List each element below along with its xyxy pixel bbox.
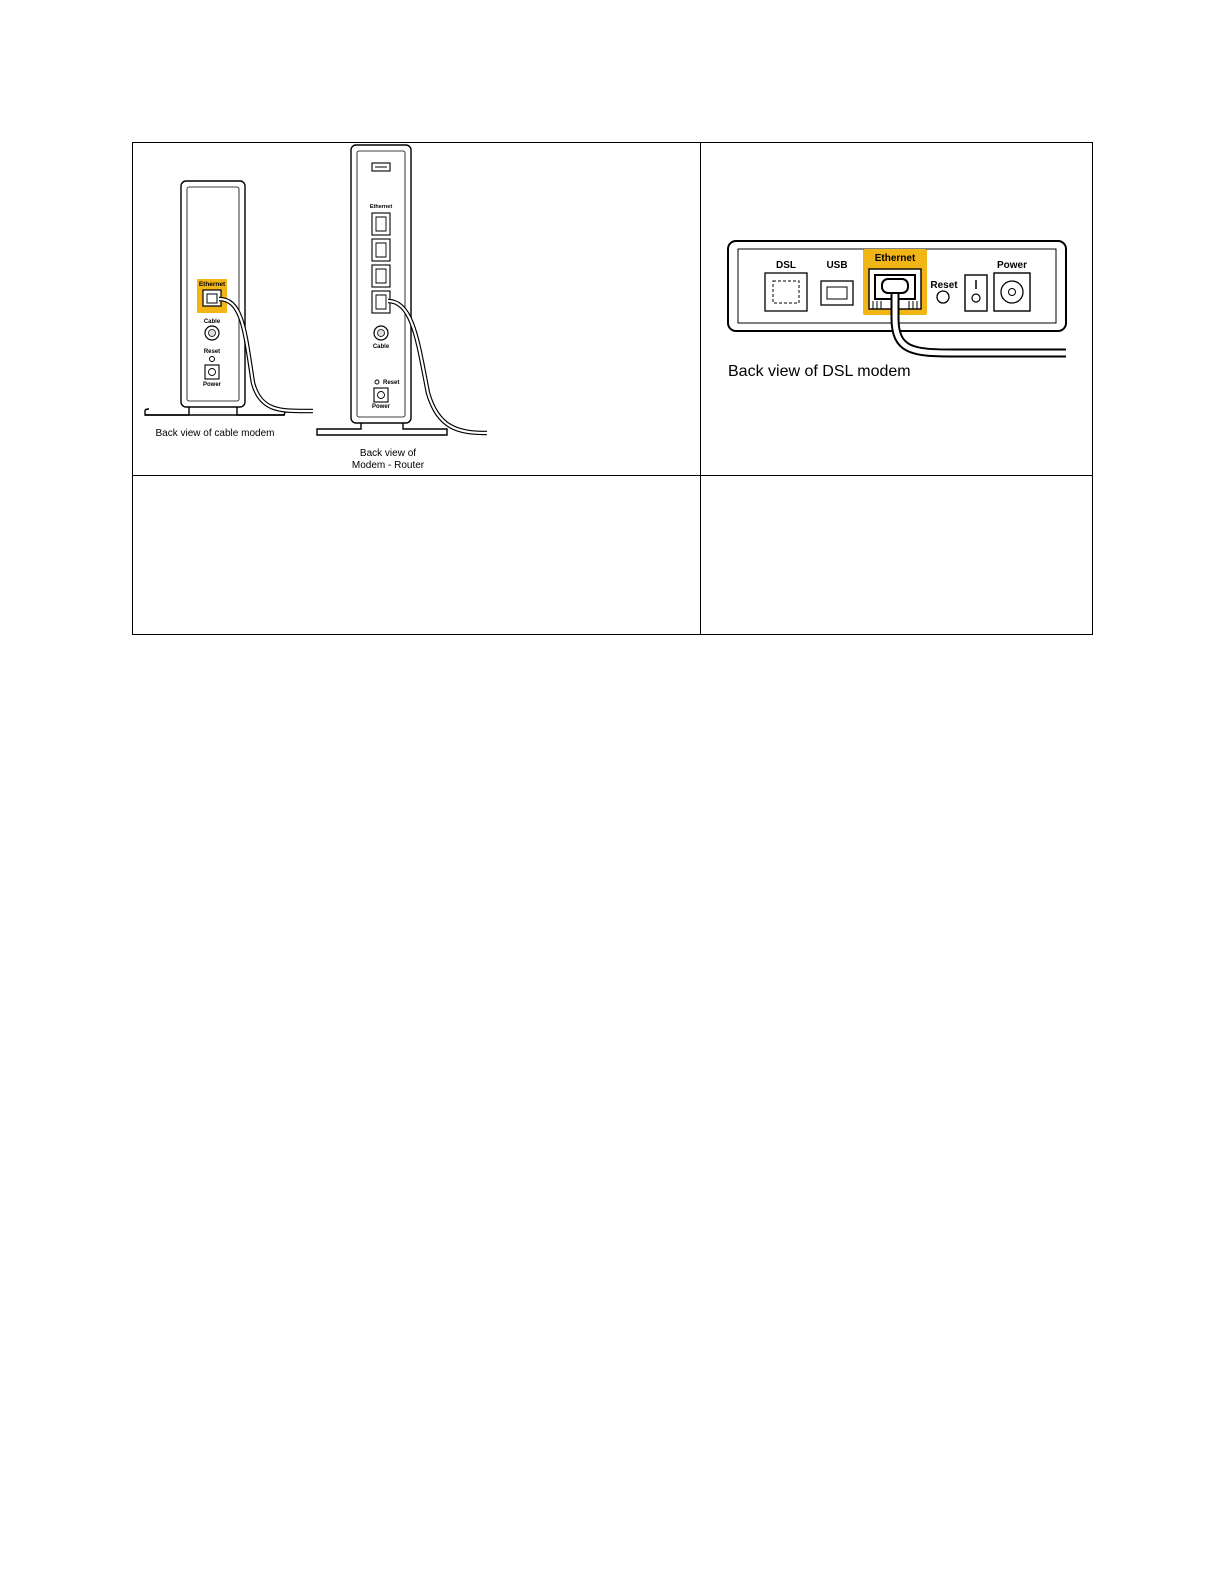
cable-modem-caption: Back view of cable modem (155, 428, 275, 439)
modem-router-caption-line2: Modem - Router (351, 460, 425, 471)
dsl-reset-button (937, 291, 949, 303)
dsl-reset-label: Reset (930, 280, 958, 291)
empty-cell-bottom-right (701, 476, 1093, 635)
dsl-modem-caption: Back view of DSL modem (728, 363, 911, 380)
modem-router-ethernet-port-4 (372, 291, 390, 313)
dsl-modem-illustration (701, 143, 1093, 475)
usb-port (821, 281, 853, 305)
cable-modem-ethernet-cable (219, 299, 313, 411)
cable-modem-ethernet-port (203, 290, 221, 306)
figure-table (132, 142, 1093, 635)
cable-modem-stand (145, 407, 285, 415)
cable-modem-cable-label: Cable (203, 319, 221, 325)
empty-cell-bottom-left (133, 476, 700, 635)
modem-router-reset-label: Reset (383, 380, 400, 386)
modem-router-power-port (374, 388, 388, 402)
modem-router-stand (317, 423, 447, 435)
dsl-ethernet-label: Ethernet (874, 253, 916, 264)
dsl-modem-figure-cell (701, 143, 1093, 475)
modem-router-reset-button (375, 380, 379, 384)
cable-modem-reset-button (210, 357, 215, 362)
dsl-power-label: Power (996, 260, 1028, 271)
dsl-port (765, 273, 807, 311)
modem-router-power-label: Power (371, 404, 391, 410)
modem-router-ethernet-port-1 (372, 213, 390, 235)
modem-router-ethernet-port-3 (372, 265, 390, 287)
cable-modem-figure-cell (133, 143, 700, 475)
cable-modem-reset-label: Reset (203, 349, 221, 355)
dsl-port-label: DSL (776, 260, 796, 271)
dsl-power-port (994, 273, 1030, 311)
modem-router-cable-label: Cable (372, 344, 390, 350)
modem-router-ethernet-label: Ethernet (369, 204, 393, 210)
cable-modem-illustration (133, 143, 700, 475)
cable-modem-power-label: Power (202, 382, 222, 388)
modem-router-caption-line1: Back view of (359, 448, 417, 459)
cable-modem-ethernet-label: Ethernet (198, 281, 226, 288)
cable-modem-power-port (205, 365, 219, 379)
modem-router-ethernet-port-2 (372, 239, 390, 261)
usb-port-label: USB (826, 260, 848, 271)
